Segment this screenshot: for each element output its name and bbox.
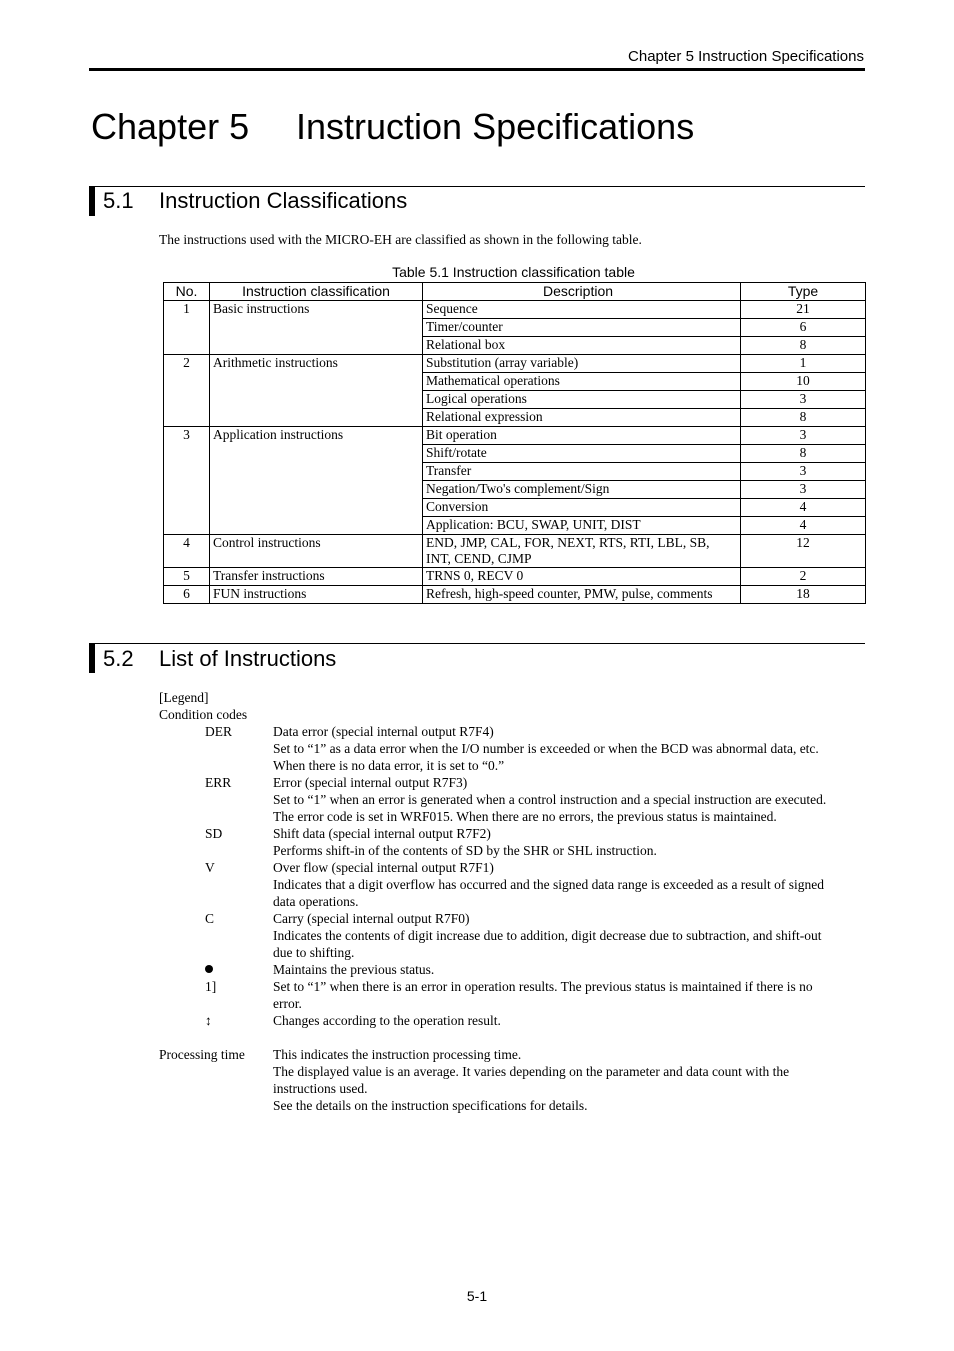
row-description-line: INT, CEND, CJMP xyxy=(426,551,532,566)
row-description: TRNS 0, RECV 0 xyxy=(423,568,741,586)
legend-text: Carry (special internal output R7F0) xyxy=(273,911,470,926)
row-type: 8 xyxy=(741,409,866,427)
group-classification: Application instructions xyxy=(210,427,423,535)
legend-entry-c xyxy=(159,910,879,961)
section-number: 5.1 xyxy=(103,188,134,213)
table-row xyxy=(164,301,866,319)
processing-time-text: See the details on the instruction specifications for details. xyxy=(273,1098,588,1113)
legend-code: SD xyxy=(205,826,223,841)
column-header: Description xyxy=(423,283,741,301)
table-row xyxy=(164,355,866,373)
row-type: 3 xyxy=(741,391,866,409)
legend-text: Data error (special internal output R7F4) xyxy=(273,724,494,739)
section-heading-5-2 xyxy=(103,646,336,672)
legend xyxy=(159,689,879,1114)
row-type: 3 xyxy=(741,481,866,499)
row-description xyxy=(423,535,741,568)
legend-entry-changes xyxy=(159,1012,879,1029)
column-header: No. xyxy=(164,283,210,301)
row-description: Bit operation xyxy=(423,427,741,445)
legend-text: Set to “1” when there is an error in operation results. The previous status is maintained if there is no xyxy=(273,979,813,994)
legend-text: Maintains the previous status. xyxy=(273,962,435,977)
running-header: Chapter 5 Instruction Specifications xyxy=(628,48,864,65)
row-type: 18 xyxy=(741,586,866,604)
processing-time-label: Processing time xyxy=(159,1047,245,1062)
group-classification: Transfer instructions xyxy=(210,568,423,586)
row-description-line: END, JMP, CAL, FOR, NEXT, RTS, RTI, LBL, SB, xyxy=(426,535,710,550)
intro-paragraph: The instructions used with the MICRO-EH are classified as shown in the following table. xyxy=(159,232,642,247)
legend-entry-maintain xyxy=(159,961,879,978)
group-number: 4 xyxy=(164,535,210,568)
section-marker xyxy=(89,186,95,216)
row-description: Application: BCU, SWAP, UNIT, DIST xyxy=(423,517,741,535)
group-number: 5 xyxy=(164,568,210,586)
row-type: 8 xyxy=(741,445,866,463)
section-title: List of Instructions xyxy=(159,646,337,671)
group-classification: Control instructions xyxy=(210,535,423,568)
legend-text: Shift data (special internal output R7F2) xyxy=(273,826,491,841)
column-header: Type xyxy=(741,283,866,301)
row-description: Transfer xyxy=(423,463,741,481)
legend-text: Over flow (special internal output R7F1) xyxy=(273,860,494,875)
processing-time-text: instructions used. xyxy=(273,1081,368,1096)
row-description: Sequence xyxy=(423,301,741,319)
processing-time-entry xyxy=(159,1046,879,1114)
section-title: Instruction Classifications xyxy=(159,188,408,213)
row-type: 2 xyxy=(741,568,866,586)
row-description: Negation/Two's complement/Sign xyxy=(423,481,741,499)
group-classification: Basic instructions xyxy=(210,301,423,355)
legend-text: The error code is set in WRF015. When there are no errors, the previous status is maintained. xyxy=(273,809,777,824)
legend-text: Set to “1” when an error is generated when a control instruction and a special instruction are executed. xyxy=(273,792,827,807)
filled-circle-icon xyxy=(205,961,213,978)
processing-time-text: The displayed value is an average. It varies depending on the parameter and data count with the xyxy=(273,1064,790,1079)
row-description: Mathematical operations xyxy=(423,373,741,391)
legend-text: Indicates that a digit overflow has occurred and the signed data range is exceeded as a result of signed xyxy=(273,877,825,892)
section-rule xyxy=(89,643,865,644)
row-type: 12 xyxy=(741,535,866,568)
row-type: 21 xyxy=(741,301,866,319)
table-header-row xyxy=(164,283,866,301)
legend-code: DER xyxy=(205,724,232,739)
row-type: 6 xyxy=(741,319,866,337)
row-description: Conversion xyxy=(423,499,741,517)
table-row xyxy=(164,535,866,568)
row-type: 10 xyxy=(741,373,866,391)
group-classification: FUN instructions xyxy=(210,586,423,604)
row-type: 3 xyxy=(741,427,866,445)
table-caption: Table 5.1 Instruction classification table xyxy=(392,264,635,280)
legend-entry-set xyxy=(159,978,879,1012)
table-row xyxy=(164,586,866,604)
row-type: 8 xyxy=(741,337,866,355)
chapter-title-text: Instruction Specifications xyxy=(296,106,695,147)
legend-text: error. xyxy=(273,996,302,1011)
legend-code: V xyxy=(205,860,215,875)
group-number: 6 xyxy=(164,586,210,604)
chapter-number: Chapter 5 xyxy=(91,106,250,147)
table-row xyxy=(164,568,866,586)
legend-entry-v xyxy=(159,859,879,910)
legend-code: ERR xyxy=(205,775,232,790)
legend-text: Indicates the contents of digit increase due to addition, digit decrease due to subtraction, and shift-out xyxy=(273,928,822,943)
legend-code: C xyxy=(205,911,215,926)
condition-codes-label: Condition codes xyxy=(159,707,248,722)
group-number: 2 xyxy=(164,355,210,427)
row-description: Logical operations xyxy=(423,391,741,409)
page-number: 5-1 xyxy=(466,1288,488,1304)
row-description: Refresh, high-speed counter, PMW, pulse, comments xyxy=(423,586,741,604)
column-header: Instruction classification xyxy=(210,283,423,301)
header-rule xyxy=(89,68,865,71)
legend-label: [Legend] xyxy=(159,690,209,705)
table-row xyxy=(164,427,866,445)
legend-text: data operations. xyxy=(273,894,359,909)
legend-entry-err xyxy=(159,774,879,825)
row-description: Timer/counter xyxy=(423,319,741,337)
section-rule xyxy=(89,186,865,187)
legend-text: Set to “1” as a data error when the I/O number is exceeded or when the BCD was abnormal data, etc. xyxy=(273,741,819,756)
row-description: Shift/rotate xyxy=(423,445,741,463)
section-number: 5.2 xyxy=(103,646,134,671)
group-classification: Arithmetic instructions xyxy=(210,355,423,427)
group-number: 1 xyxy=(164,301,210,355)
legend-text: Changes according to the operation result. xyxy=(273,1013,501,1028)
legend-text: Performs shift-in of the contents of SD by the SHR or SHL instruction. xyxy=(273,843,657,858)
group-number: 3 xyxy=(164,427,210,535)
section-heading-5-1 xyxy=(103,188,407,214)
row-description: Relational box xyxy=(423,337,741,355)
legend-text: Error (special internal output R7F3) xyxy=(273,775,468,790)
legend-entry-der xyxy=(159,723,879,774)
legend-entry-sd xyxy=(159,825,879,859)
row-description: Substitution (array variable) xyxy=(423,355,741,373)
up-down-arrow-icon: ↕ xyxy=(205,1013,212,1028)
legend-code: 1] xyxy=(205,979,217,994)
processing-time-text: This indicates the instruction processing time. xyxy=(273,1047,522,1062)
legend-text: When there is no data error, it is set to “0.” xyxy=(273,758,505,773)
section-marker xyxy=(89,643,95,673)
legend-text: due to shifting. xyxy=(273,945,355,960)
row-type: 1 xyxy=(741,355,866,373)
row-description: Relational expression xyxy=(423,409,741,427)
row-type: 4 xyxy=(741,499,866,517)
chapter-title xyxy=(91,106,694,148)
row-type: 3 xyxy=(741,463,866,481)
classification-table xyxy=(163,282,866,604)
row-type: 4 xyxy=(741,517,866,535)
